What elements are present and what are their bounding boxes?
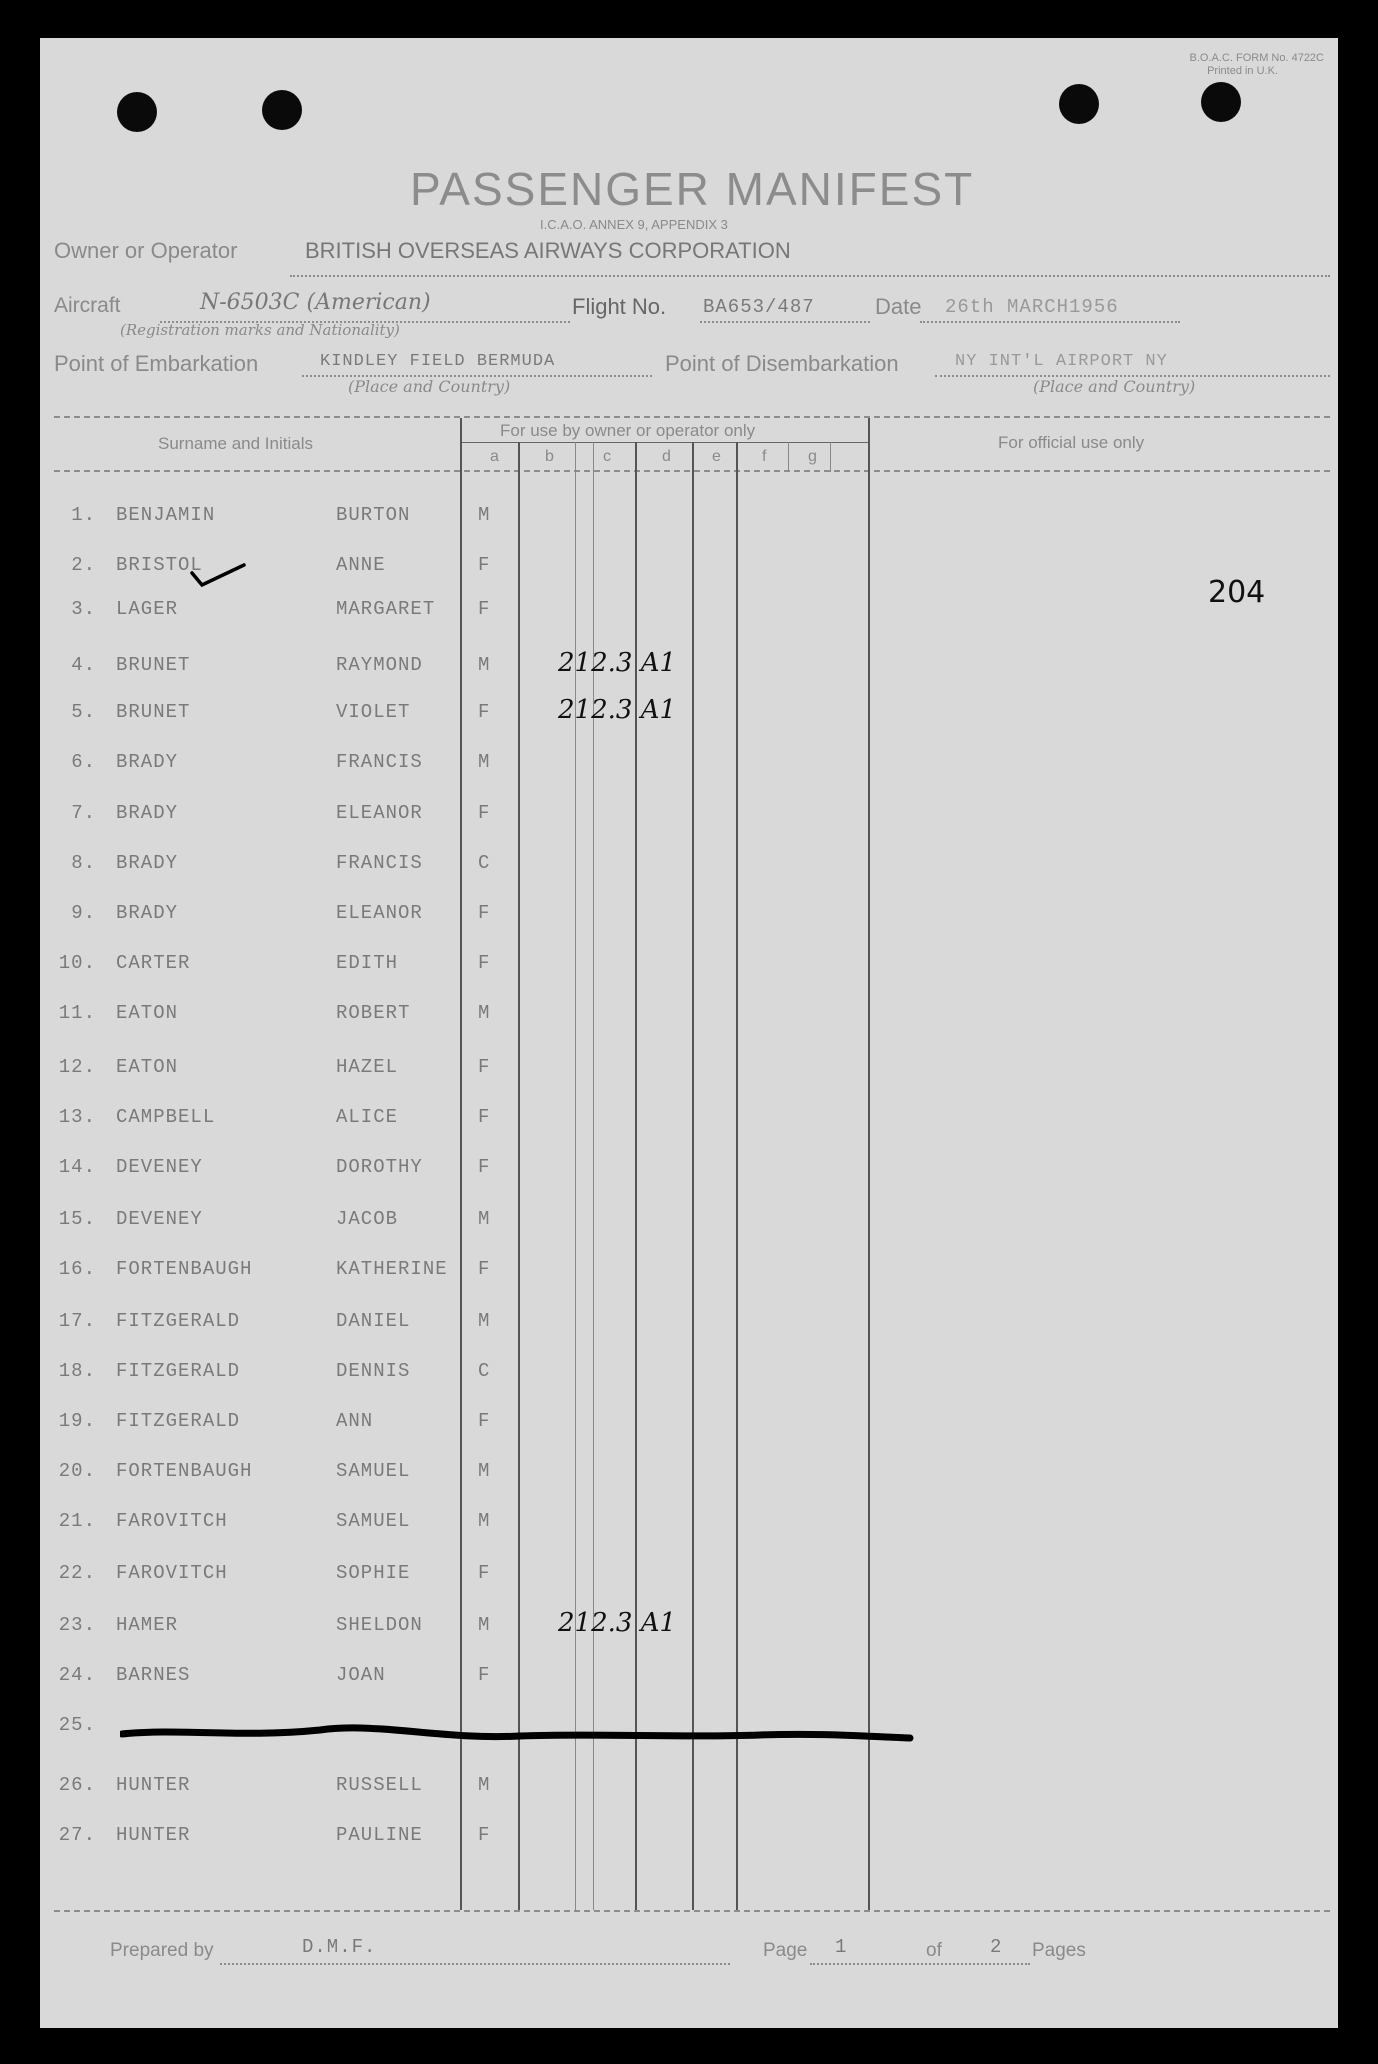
passenger-given-name: KATHERINE [336, 1258, 448, 1280]
passenger-given-name: ROBERT [336, 1002, 411, 1024]
passenger-code-a: F [478, 1156, 491, 1178]
passenger-given-name: ANN [336, 1410, 374, 1432]
passenger-code-a: C [478, 852, 491, 874]
passenger-given-name: ANNE [336, 554, 386, 576]
owner-value: BRITISH OVERSEAS AIRWAYS CORPORATION [305, 238, 791, 263]
passenger-given-name: SAMUEL [336, 1510, 411, 1532]
passenger-given-name: DENNIS [336, 1360, 411, 1382]
col-letter-b: b [545, 448, 554, 465]
passenger-surname: FAROVITCH [116, 1510, 228, 1532]
page-title: PASSENGER MANIFEST [410, 163, 975, 215]
of-label: of [926, 1940, 942, 1961]
passenger-code-a: F [478, 598, 491, 620]
passenger-given-name: JACOB [336, 1208, 399, 1230]
row-number: 11. [58, 1002, 96, 1024]
col-letter-g: g [808, 448, 817, 465]
passenger-code-a: F [478, 554, 491, 576]
row-number: 16. [58, 1258, 96, 1280]
page-subtitle: I.C.A.O. ANNEX 9, APPENDIX 3 [540, 217, 728, 232]
embark-value: KINDLEY FIELD BERMUDA [320, 352, 556, 371]
passenger-given-name: DOROTHY [336, 1156, 423, 1178]
row-number: 17. [58, 1310, 96, 1332]
handwritten-code: 212.3 A1 [558, 695, 677, 725]
passenger-surname: BRADY [116, 802, 179, 824]
prepared-label: Prepared by [110, 1940, 214, 1961]
prepared-value: D.M.F. [302, 1936, 377, 1958]
row-number: 19. [58, 1410, 96, 1432]
passenger-surname: LAGER [116, 598, 179, 620]
row-number: 21. [58, 1510, 96, 1532]
passenger-code-a: F [478, 1824, 491, 1846]
disembark-value: NY INT'L AIRPORT NY [955, 352, 1168, 371]
passenger-code-a: M [478, 1774, 491, 1796]
col-letter-a: a [490, 448, 499, 465]
passenger-surname: HUNTER [116, 1774, 191, 1796]
row-number: 26. [58, 1774, 96, 1796]
passenger-surname: FITZGERALD [116, 1310, 241, 1332]
passenger-code-a: M [478, 1460, 491, 1482]
passenger-given-name: FRANCIS [336, 852, 423, 874]
disembark-note: (Place and Country) [1033, 377, 1196, 396]
passenger-surname: DEVENEY [116, 1156, 203, 1178]
passenger-given-name: MARGARET [336, 598, 436, 620]
owner-label: Owner or Operator [54, 238, 238, 263]
passenger-surname: BRADY [116, 852, 179, 874]
form-number: B.O.A.C. FORM No. 4722C [1189, 52, 1324, 64]
col-letter-c: c [603, 448, 611, 465]
passenger-code-a: M [478, 504, 491, 526]
passenger-surname: BRADY [116, 751, 179, 773]
flight-value: BA653/487 [703, 296, 815, 318]
row-number: 12. [58, 1056, 96, 1078]
passenger-surname: EATON [116, 1002, 179, 1024]
row-number: 10. [58, 952, 96, 974]
passenger-given-name: HAZEL [336, 1056, 399, 1078]
date-label: Date [875, 294, 922, 319]
aircraft-value: N-6503C (American) [200, 290, 431, 315]
col-letter-d: d [662, 448, 671, 465]
page-value: 1 [835, 1936, 848, 1958]
embark-note: (Place and Country) [348, 377, 511, 396]
passenger-code-a: C [478, 1360, 491, 1382]
aircraft-note: (Registration marks and Nationality) [120, 321, 400, 339]
passenger-given-name: SOPHIE [336, 1562, 411, 1584]
col-letter-f: f [762, 448, 767, 465]
strike-line [120, 1716, 920, 1756]
page-label: Page [763, 1940, 808, 1961]
passenger-given-name: JOAN [336, 1664, 386, 1686]
passenger-surname: BRISTOL [116, 554, 203, 576]
disembark-label: Point of Disembarkation [665, 351, 899, 376]
passenger-code-a: F [478, 952, 491, 974]
manifest-sheet [40, 38, 1338, 2028]
passenger-code-a: M [478, 1310, 491, 1332]
passenger-code-a: F [478, 1106, 491, 1128]
passenger-given-name: EDITH [336, 952, 399, 974]
aircraft-label: Aircraft [54, 294, 121, 317]
passenger-surname: BRADY [116, 902, 179, 924]
passenger-code-a: F [478, 802, 491, 824]
passenger-given-name: ELEANOR [336, 802, 423, 824]
col-operator: For use by owner or operator only [500, 421, 756, 440]
of-value: 2 [990, 1936, 1003, 1958]
passenger-code-a: F [478, 1562, 491, 1584]
passenger-given-name: RAYMOND [336, 654, 423, 676]
passenger-given-name: BURTON [336, 504, 411, 526]
row-number: 22. [58, 1562, 96, 1584]
punch-hole-2 [262, 90, 302, 130]
row-number: 3. [71, 598, 96, 620]
row-number: 4. [71, 654, 96, 676]
passenger-surname: FITZGERALD [116, 1360, 241, 1382]
passenger-code-a: M [478, 1208, 491, 1230]
passenger-given-name: SHELDON [336, 1614, 423, 1636]
passenger-surname: FORTENBAUGH [116, 1258, 253, 1280]
passenger-code-a: M [478, 654, 491, 676]
passenger-given-name: DANIEL [336, 1310, 411, 1332]
passenger-code-a: M [478, 751, 491, 773]
passenger-surname: HUNTER [116, 1824, 191, 1846]
row-number: 13. [58, 1106, 96, 1128]
passenger-code-a: F [478, 1664, 491, 1686]
passenger-surname: BENJAMIN [116, 504, 216, 526]
row-number: 20. [58, 1460, 96, 1482]
passenger-code-a: M [478, 1002, 491, 1024]
row-number: 23. [58, 1614, 96, 1636]
row-number: 7. [71, 802, 96, 824]
passenger-surname: EATON [116, 1056, 179, 1078]
check-mark-icon [188, 555, 248, 591]
flight-label: Flight No. [572, 294, 667, 319]
passenger-code-a: F [478, 1056, 491, 1078]
passenger-given-name: SAMUEL [336, 1460, 411, 1482]
passenger-surname: BARNES [116, 1664, 191, 1686]
punch-hole-1 [117, 92, 157, 132]
passenger-code-a: F [478, 902, 491, 924]
passenger-given-name: PAULINE [336, 1824, 423, 1846]
handwritten-code: 212.3 A1 [558, 648, 677, 678]
passenger-surname: FAROVITCH [116, 1562, 228, 1584]
passenger-code-a: F [478, 701, 491, 723]
passenger-surname: FORTENBAUGH [116, 1460, 253, 1482]
row-number: 24. [58, 1664, 96, 1686]
row-number: 1. [71, 504, 96, 526]
table-top-rule [54, 416, 1330, 418]
row-number: 14. [58, 1156, 96, 1178]
row-number: 25. [58, 1714, 96, 1736]
row-number: 5. [71, 701, 96, 723]
passenger-surname: FITZGERALD [116, 1410, 241, 1432]
pages-label: Pages [1032, 1940, 1086, 1961]
passenger-surname: DEVENEY [116, 1208, 203, 1230]
passenger-surname: BRUNET [116, 701, 191, 723]
passenger-given-name: FRANCIS [336, 751, 423, 773]
col-official: For official use only [998, 433, 1145, 452]
row-number: 27. [58, 1824, 96, 1846]
row-number: 9. [71, 902, 96, 924]
passenger-surname: HAMER [116, 1614, 179, 1636]
row-number: 2. [71, 554, 96, 576]
passenger-code-a: F [478, 1258, 491, 1280]
row-number: 15. [58, 1208, 96, 1230]
passenger-surname: CAMPBELL [116, 1106, 216, 1128]
col-letter-e: e [712, 448, 721, 465]
passenger-given-name: VIOLET [336, 701, 411, 723]
row-number: 8. [71, 852, 96, 874]
official-number: 204 [1208, 575, 1266, 610]
passenger-given-name: ALICE [336, 1106, 399, 1128]
row-number: 18. [58, 1360, 96, 1382]
passenger-surname: BRUNET [116, 654, 191, 676]
date-value: 26th MARCH1956 [945, 296, 1119, 318]
punch-hole-3 [1059, 84, 1099, 124]
passenger-code-a: M [478, 1614, 491, 1636]
row-number: 6. [71, 751, 96, 773]
punch-hole-4 [1201, 82, 1241, 122]
passenger-surname: CARTER [116, 952, 191, 974]
passenger-given-name: RUSSELL [336, 1774, 423, 1796]
printed-in: Printed in U.K. [1207, 65, 1278, 77]
passenger-code-a: M [478, 1510, 491, 1532]
embark-label: Point of Embarkation [54, 351, 259, 376]
handwritten-code: 212.3 A1 [558, 1608, 677, 1638]
passenger-given-name: ELEANOR [336, 902, 423, 924]
col-surname: Surname and Initials [158, 434, 313, 453]
passenger-code-a: F [478, 1410, 491, 1432]
